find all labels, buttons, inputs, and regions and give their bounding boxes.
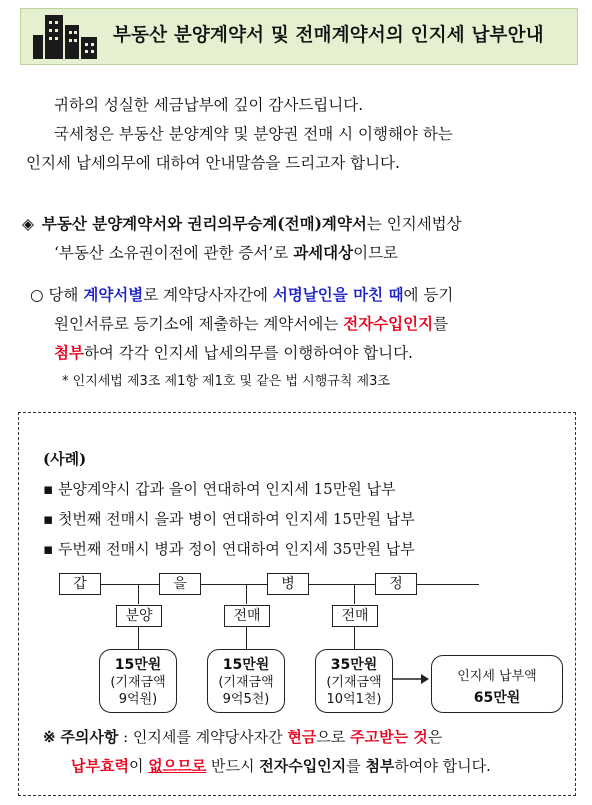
intro-line-2: 국세청은 부동산 분양계약 및 분양권 전매 시 이행해야 하는: [54, 125, 453, 143]
party-jeong: 정: [375, 573, 417, 595]
detail-line-3: 첨부하여 각각 인지세 납세의무를 이행하여야 합니다.: [54, 343, 413, 362]
caution-line-1: ※ 주의사항 : 인지세를 계약당사자간 현금으로 주고받는 것은: [43, 728, 443, 746]
detail-line-1: ○ 당해 계약서별로 계약당사자간에 서명날인을 마친 때에 등기: [30, 285, 454, 304]
section-line-1: ◈ 부동산 분양계약서와 권리의무승계(전매)계약서는 인지세법상: [22, 214, 462, 233]
case-example-box: [18, 412, 576, 796]
case-title: (사례): [43, 450, 87, 468]
connector-line: [354, 584, 355, 604]
total-value: 65만원: [473, 690, 521, 706]
building-icon: [33, 15, 103, 59]
amount-box: 15만원 (기재금액 9억5천): [207, 649, 285, 713]
connector-line: [246, 627, 247, 649]
arrow-right-icon: [393, 671, 429, 687]
intro-line-3: 인지세 납세의무에 대하여 안내말씀을 드리고자 합니다.: [26, 154, 400, 172]
section-line-2: ‘부동산 소유권이전에 관한 증서’로 과세대상이므로: [54, 243, 399, 262]
note-mark-icon: ※: [43, 728, 56, 746]
contract-type-badge: 전매: [224, 605, 270, 627]
party-byeong: 병: [267, 573, 309, 595]
connector-line: [138, 584, 139, 604]
party-eul: 을: [159, 573, 201, 595]
connector-line: [246, 584, 247, 604]
amount-box: 35만원 (기재금액 10억1천): [315, 649, 393, 713]
legal-reference-note: * 인지세법 제3조 제1항 제1호 및 같은 법 시행규칙 제3조: [62, 374, 390, 389]
connector-line: [138, 627, 139, 649]
case-item: ▪ 두번째 전매시 병과 정이 연대하여 인지세 35만원 납부: [43, 540, 415, 558]
total-label: 인지세 납부액: [457, 669, 537, 684]
amount-box: 15만원 (기재금액 9억원): [99, 649, 177, 713]
detail-line-2: 원인서류로 등기소에 제출하는 계약서에는 전자수입인지를: [54, 314, 449, 333]
contract-type-badge: 전매: [332, 605, 378, 627]
page-title: 부동산 분양계약서 및 전매계약서의 인지세 납부안내: [113, 25, 544, 46]
intro-line-1: 귀하의 성실한 세금납부에 깊이 감사드립니다.: [54, 96, 364, 114]
total-tax-box: [431, 655, 563, 713]
header-banner: [20, 8, 578, 65]
case-item: ▪ 분양계약시 갑과 을이 연대하여 인지세 15만원 납부: [43, 480, 396, 498]
party-gap: 갑: [59, 573, 101, 595]
caution-line-2: 납부효력이 없으므로 반드시 전자수입인지를 첨부하여야 합니다.: [71, 757, 491, 775]
circle-bullet-icon: ○: [30, 286, 44, 304]
diamond-bullet-icon: ◈: [22, 215, 34, 233]
contract-type-badge: 분양: [116, 605, 162, 627]
connector-line: [354, 627, 355, 649]
case-item: ▪ 첫번째 전매시 을과 병이 연대하여 인지세 15만원 납부: [43, 510, 415, 528]
